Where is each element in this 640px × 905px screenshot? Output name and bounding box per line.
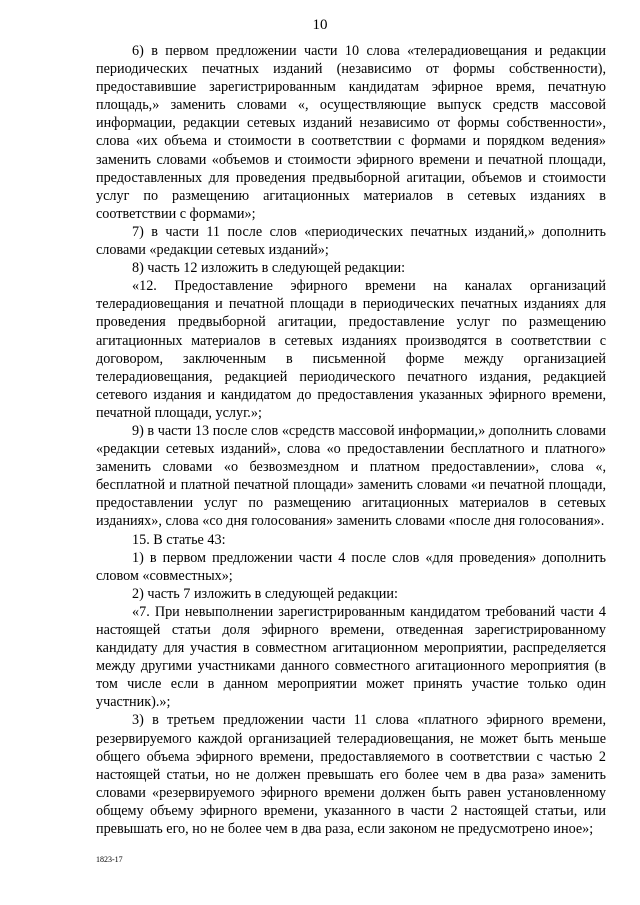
page-number: 10	[312, 17, 328, 33]
paragraph-item-8: 8) часть 12 изложить в следующей редакции:	[132, 260, 406, 277]
section-heading-15: 15. В статье 43:	[132, 531, 226, 548]
document-code: 1823-17	[96, 855, 123, 864]
paragraph-item-3: 3) в третьем предложении части 11 слова «платного эфирного времени, резервируемого каждой организацией телерадиовещания, не может быть меньше общего объема эфирного времени, предоставляемого в соответствии с частью 2 настоящей статьи, но не должен превышать его более чем в два раза» заменить словами «резервируемого эфирного времени должен быть равен установленному общему объему эфирного времени, указанного в части 2 настоящей статьи, или превышать его, но не более чем в два раза, если законом не предусмотрено иное»;	[96, 712, 606, 838]
paragraph-item-7: 7) в части 11 после слов «периодических печатных изданий,» дополнить словами «редакции сетевых изданий»;	[96, 223, 606, 259]
paragraph-item-9: 9) в части 13 после слов «средств массовой информации,» дополнить словами «редакции сетевых изданий», слова «о предоставлении бесплатного и платного» заменить словами «о безвозмездном и платном предоставлении», слова «, бесплатной и платной печатной площади» заменить словами «и печатной площади, предоставлении услуг по размещению агитационных материалов в сетевых изданиях», слова «со дня голосования» заменить словами «после дня голосования».	[96, 422, 606, 530]
quoted-part-12: «12. Предоставление эфирного времени на каналах организаций телерадиовещания и печатной площади в периодических печатных изданиях для проведения предвыборной агитации, предоставление услуг по размещению агитационных материалов в сетевых изданиях производятся в соответствии с договором, заключенным в письменной форме между организацией телерадиовещания, редакцией периодического печатного издания, редакцией сетевого издания и кандидатом до предоставления указанных эфирного времени, печатной площади, услуг.»;	[96, 278, 606, 421]
paragraph-item-1: 1) в первом предложении части 4 после слов «для проведения» дополнить словом «совместных»;	[96, 549, 606, 584]
document-body	[96, 42, 606, 838]
quoted-part-7: «7. При невыполнении зарегистрированным кандидатом требований части 4 настоящей статьи доля эфирного времени, отведенная зарегистрированному кандидату для участия в совместном агитационном мероприятии, распределяется между другими участниками данного совместного агитационного мероприятия (в том числе если в данном мероприятии может принять участие только один участник).»;	[96, 603, 606, 711]
paragraph-item-2: 2) часть 7 изложить в следующей редакции:	[132, 585, 398, 602]
paragraph-item-6: 6) в первом предложении части 10 слова «телерадиовещания и редакции периодических печатных изданий (независимо от формы собственности), предоставившие зарегистрированным кандидатам эфирное время, печатную площадь,» заменить словами «, осуществляющие выпуск средств массовой информации, редакции сетевых изданий независимо от формы собственности», слова «их объема и стоимости в соответствии с формами и порядком ведения» заменить словами «объемов и стоимости эфирного времени и печатной площади, предоставленных для проведения предвыборной агитации, объемов и стоимости услуг по размещению агитационных материалов в сетевых изданиях в соответствии с формами»;	[96, 43, 606, 222]
